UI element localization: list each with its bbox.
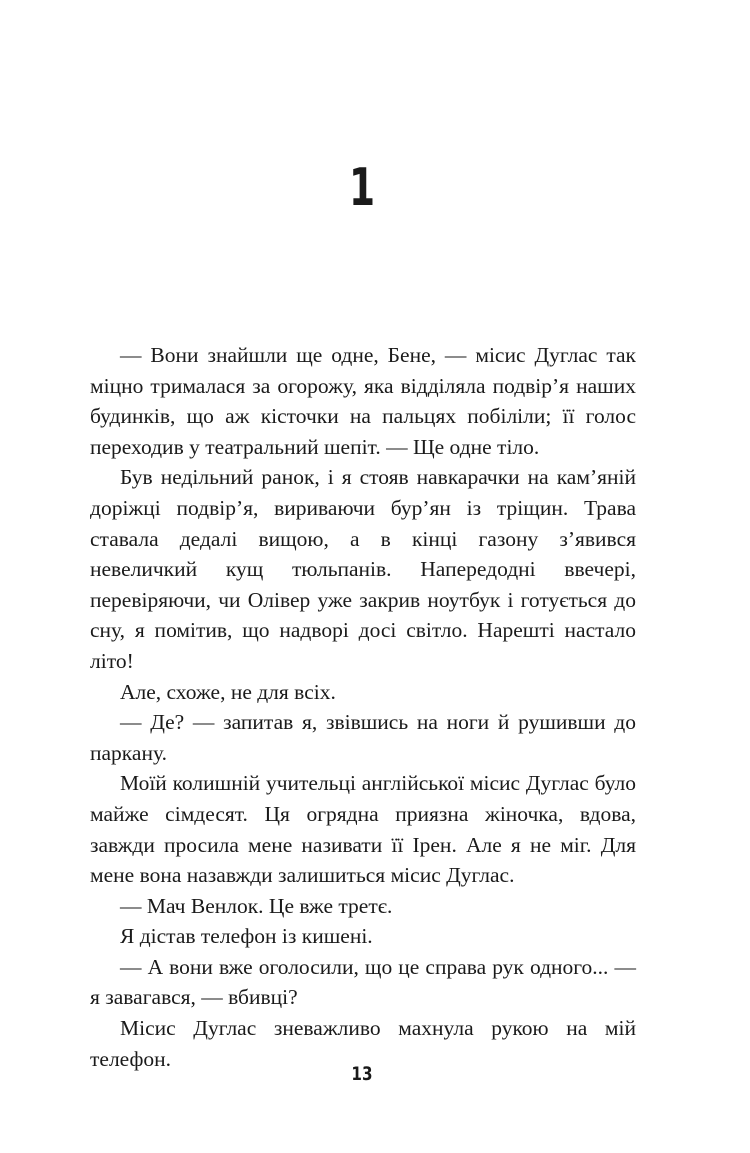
paragraph: Але, схоже, не для всіх. xyxy=(120,679,336,704)
paragraph: Я дістав телефон із кишені. xyxy=(120,924,373,949)
paragraph: Був недільний ранок, і я стояв навкарачки на кам’яній доріжці подвір’я, вириваючи бур’ян із тріщин. Трава ставала дедалі вищою, а в кінці газону з’явився невеличкий кущ тюльпанів. Напередодні ввечері, перевіряючи, чи Олівер уже закрив ноутбук і готується до сну, я помітив, що надворі досі світло. Нарешті настало літо! xyxy=(90,465,636,673)
paragraph: — Де? — запитав я, звівшись на ноги й рушивши до паркану. xyxy=(90,710,636,765)
paragraph: — Вони знайшли ще одне, Бене, — місис Дуглас так міцно трималася за огорожу, яка відділяла подвір’я наших будинків, що аж кісточки на пальцях побіліли; її голос переходив у театральний шепіт. — Ще одне тіло. xyxy=(90,343,636,459)
body-text xyxy=(90,340,636,1074)
paragraph: Моїй колишній учительці англійської місис Дуглас було майже сімдесят. Ця огрядна приязна жіночка, вдова, завжди просила мене називати її Ірен. Але я не міг. Для мене вона назавжди залишиться місис Дуглас. xyxy=(90,771,636,888)
page-number: 13 xyxy=(351,1063,373,1085)
paragraph: Місис Дуглас зневажливо махнула рукою на мій телефон. xyxy=(90,1016,636,1071)
paragraph: — А вони вже оголосили, що це справа рук одного... — я завагався, — вбивці? xyxy=(90,954,636,1010)
paragraph: — Мач Венлок. Це вже третє. xyxy=(120,893,393,918)
chapter-number: 1 xyxy=(348,158,376,218)
